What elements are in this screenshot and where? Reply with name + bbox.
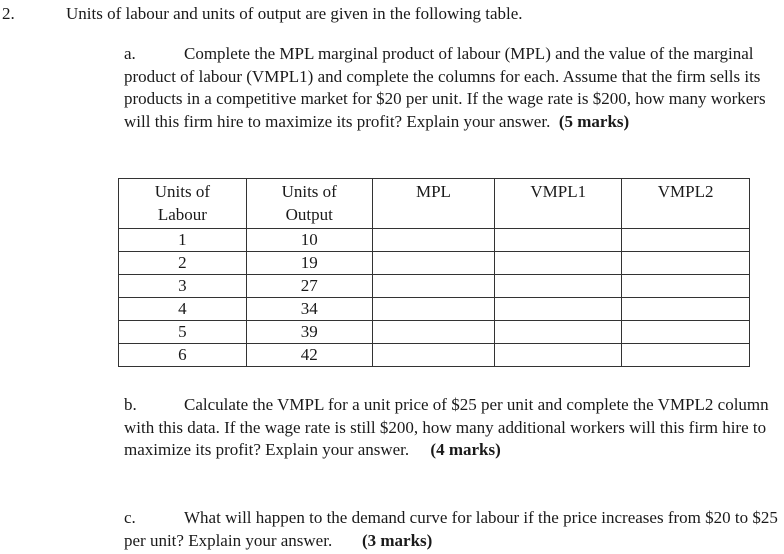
part-b-text: Calculate the VMPL for a unit price of $25 per unit and complete the VMPL2 column with this data. If the wage rate is still $200, how many additional workers will this firm hire to maximize its profit? Explain your answer. <box>124 395 769 459</box>
part-b-marks: (4 marks) <box>430 440 501 459</box>
table-row <box>119 344 750 367</box>
header-line: VMPL2 <box>657 182 714 201</box>
cell-vmpl2[interactable] <box>622 229 750 252</box>
header-units-of-output <box>246 179 372 229</box>
cell-mpl[interactable] <box>372 229 495 252</box>
cell-vmpl1[interactable] <box>495 344 622 367</box>
header-vmpl2 <box>622 179 750 229</box>
header-line: Labour <box>157 205 207 224</box>
cell-output: 27 <box>246 275 372 298</box>
cell-mpl[interactable] <box>372 252 495 275</box>
header-line: VMPL1 <box>530 182 587 201</box>
header-line: Units of <box>281 182 337 201</box>
cell-output: 34 <box>246 298 372 321</box>
table-row <box>119 298 750 321</box>
cell-mpl[interactable] <box>372 298 495 321</box>
header-units-of-labour <box>119 179 247 229</box>
cell-mpl[interactable] <box>372 344 495 367</box>
part-b-paragraph <box>124 394 784 462</box>
cell-labour: 1 <box>119 229 247 252</box>
cell-vmpl1[interactable] <box>495 252 622 275</box>
question-number: 2. <box>2 4 15 23</box>
cell-vmpl1[interactable] <box>495 321 622 344</box>
table-row <box>119 252 750 275</box>
table-row <box>119 229 750 252</box>
cell-vmpl2[interactable] <box>622 321 750 344</box>
cell-labour: 5 <box>119 321 247 344</box>
cell-vmpl1[interactable] <box>495 229 622 252</box>
cell-labour: 2 <box>119 252 247 275</box>
part-a-marks: (5 marks) <box>558 111 630 131</box>
part-c-text: What will happen to the demand curve for labour if the price increases from $20 to $25 per unit? Explain your answer. <box>124 508 778 550</box>
cell-vmpl2[interactable] <box>622 252 750 275</box>
cell-labour: 6 <box>119 344 247 367</box>
cell-labour: 4 <box>119 298 247 321</box>
cell-output: 42 <box>246 344 372 367</box>
cell-vmpl2[interactable] <box>622 275 750 298</box>
cell-output: 10 <box>246 229 372 252</box>
header-mpl <box>372 179 495 229</box>
part-c-marks: (3 marks) <box>361 530 433 550</box>
header-line: Output <box>285 205 333 224</box>
part-a-paragraph <box>124 43 784 133</box>
cell-vmpl1[interactable] <box>495 298 622 321</box>
header-line: MPL <box>415 182 451 201</box>
cell-mpl[interactable] <box>372 275 495 298</box>
cell-labour: 3 <box>119 275 247 298</box>
table-row <box>119 321 750 344</box>
table-header-row <box>119 179 750 229</box>
cell-mpl[interactable] <box>372 321 495 344</box>
cell-output: 39 <box>246 321 372 344</box>
part-b-letter: b. <box>124 395 137 414</box>
question-title: Units of labour and units of output are given in the following table. <box>66 4 523 23</box>
part-c-letter: c. <box>124 508 136 527</box>
cell-vmpl1[interactable] <box>495 275 622 298</box>
part-a-letter: a. <box>124 44 136 63</box>
cell-output: 19 <box>246 252 372 275</box>
header-vmpl1 <box>495 179 622 229</box>
part-c-paragraph <box>124 507 784 552</box>
header-line: Units of <box>154 182 211 201</box>
cell-vmpl2[interactable] <box>622 298 750 321</box>
labour-output-table <box>118 178 750 367</box>
table-row <box>119 275 750 298</box>
part-a-text: Complete the MPL marginal product of labour (MPL) and the value of the marginal product of labour (VMPL1) and complete the columns for each. Assume that the firm sells its products in a competitive market for $20 per unit. If the wage rate is $200, how many workers will this firm hire to maximize its profit? Explain your answer. <box>124 44 766 131</box>
cell-vmpl2[interactable] <box>622 344 750 367</box>
